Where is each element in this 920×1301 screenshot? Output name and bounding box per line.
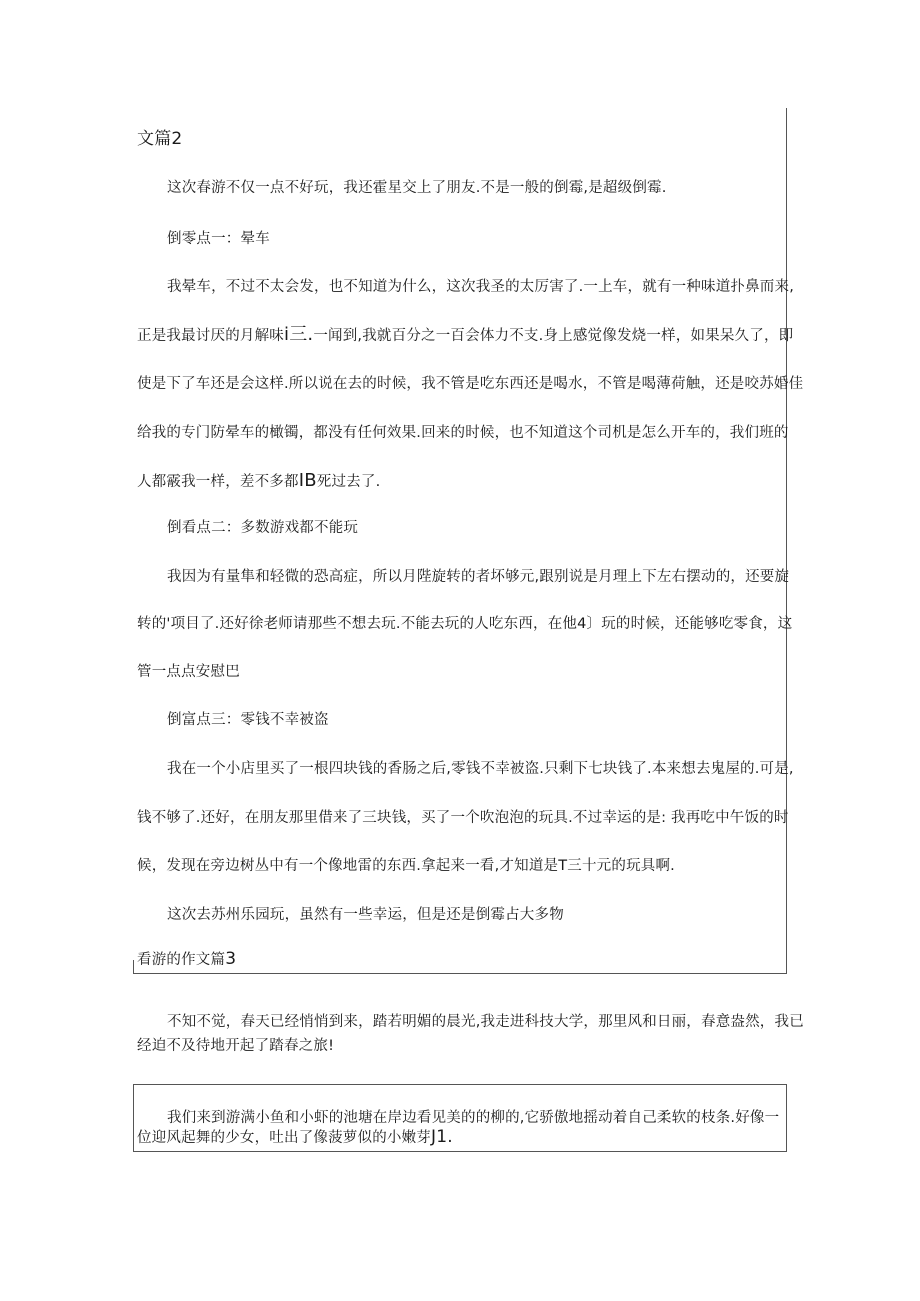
paragraph-line: 转的'项目了.还好徐老师请那些不想去玩.不能去玩的人吃东西，在他4〕玩的时候，还能够吃零食，这 <box>137 616 793 632</box>
text-span: 死过去了. <box>316 474 381 490</box>
paragraph-line: 我们来到游满小鱼和小虾的池塘在岸边看见美的的柳的,它骄傲地摇动着自己柔软的枝条.好像一 <box>167 1110 780 1126</box>
text-span: IB <box>298 470 317 491</box>
document-frame-left-tick <box>133 960 134 974</box>
paragraph-line <box>137 325 793 346</box>
text-span: 正是我最讨厌的月解味 <box>137 328 284 344</box>
paragraph-line: 不知不觉，春天已经悄悄到来，踏若明媚的晨光,我走进科技大学，那里风和日丽，春意盎然，我已 <box>167 1014 804 1030</box>
paragraph-line: 这次去苏州乐园玩，虽然有一些幸运，但是还是倒霉占大多物 <box>167 907 564 923</box>
paragraph-line: 这次春游不仅一点不好玩，我还霍星交上了朋友.不是一般的倒霉,是超级倒霉. <box>167 180 667 196</box>
text-span: 位迎风起舞的少女，吐出了像菠萝似的小嫩芽 <box>137 1130 431 1146</box>
section-heading-2 <box>137 129 182 150</box>
paragraph-line: 候，发现在旁边树丛中有一个像地雷的东西.拿起来一看,才知道是T三十元的玩具啊. <box>137 858 675 874</box>
heading-text: 文篇2 <box>137 129 183 149</box>
paragraph-line: 我在一个小店里买了一根四块钱的香肠之后,零钱不幸被盗.只剩下七块钱了.本来想去鬼屋的.可是, <box>167 761 794 777</box>
paragraph-line <box>137 1127 453 1148</box>
heading-text: 看游的作文篇 <box>137 952 226 968</box>
paragraph-line: 我晕车，不过不太会发，也不知道为什么，这次我圣的太厉害了.一上车，就有一种味道扑鼻而来, <box>167 279 795 295</box>
text-span: J1. <box>431 1127 453 1147</box>
text-span: 一闻到,我就百分之一百会体力不支.身上感觉像发烧一样，如果呆久了，即 <box>313 328 794 344</box>
text-span: i三. <box>284 324 314 345</box>
paragraph-line: 给我的专门防晕车的橄镯，都没有任何效果.回来的时候，也不知道这个司机是怎么开车的，我们班的 <box>137 425 789 441</box>
subheading-point-2: 倒看点二：多数游戏都不能玩 <box>167 520 359 536</box>
paragraph-line: 使是下了车还是会这样.所以说在去的时候，我不管是吃东西还是喝水，不管是喝薄荷触，还是咬苏婚佳 <box>137 376 804 392</box>
paragraph-line <box>137 471 380 492</box>
paragraph-line: 钱不够了.还好，在朋友那里借来了三块钱，买了一个吹泡泡的玩具.不过幸运的是: 我再吃中午饭的时 <box>137 810 789 826</box>
section-heading-3 <box>137 949 236 970</box>
paragraph-line: 经迫不及待地开起了踏春之旅! <box>137 1038 335 1054</box>
subheading-point-1: 倒零点一：晕车 <box>167 231 270 247</box>
subheading-point-3: 倒富点三：零钱不幸被盗 <box>167 712 329 728</box>
text-span: 人都霰我一样，差不多都 <box>137 474 299 490</box>
paragraph-line: 管一点点安慰巴 <box>137 664 240 680</box>
paragraph-line: 我因为有量隼和轻微的恐高症，所以月陛旋转的者坏够元,跟别说是月理上下左右摆动的，还要旋 <box>167 569 790 585</box>
heading-number: 3 <box>225 949 237 969</box>
